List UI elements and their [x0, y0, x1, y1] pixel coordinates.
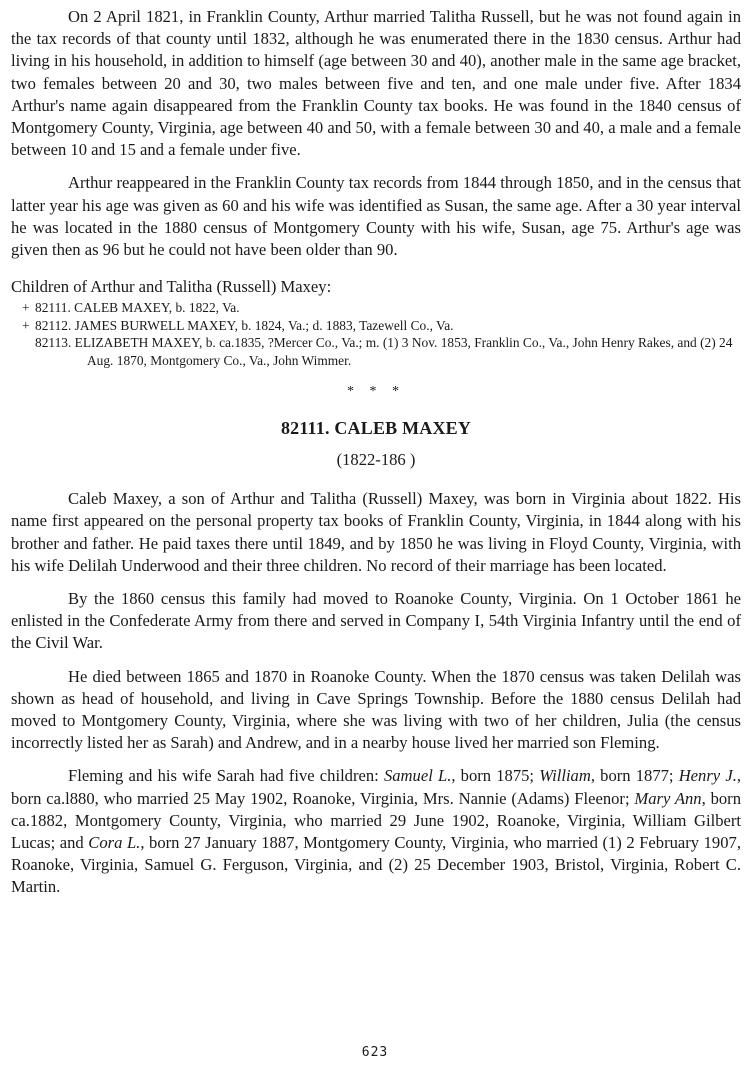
- child-name: William: [539, 766, 591, 786]
- intro-paragraph-2: Arthur reappeared in the Franklin County tax records from 1844 through 1850, and in the census that latter year his age was given as 60 and his wife was identified as Susan, the same age. After a 30 year interval he was located in the 1880 census of Montgomery County with his wife, Susan, age 75. Arthur's age was given then as 96 but he could not have been older than 90.: [11, 173, 741, 260]
- continued-marker: +: [22, 300, 30, 316]
- list-item: [11, 299, 741, 317]
- child-name: Samuel L.: [383, 766, 452, 786]
- section-title: 82111. CALEB MAXEY: [280, 418, 472, 439]
- section-separator: * * *: [347, 384, 405, 400]
- children-heading: Children of Arthur and Talitha (Russell) Maxey:: [11, 277, 332, 297]
- child-entry-text: 82112. JAMES BURWELL MAXEY, b. 1824, Va.; d. 1883, Tazewell Co., Va.: [35, 317, 454, 333]
- list-item: [11, 317, 741, 335]
- paragraph-text: , born ca.l880, who married 25 May 1902, Roanoke, Virginia, Mrs. Nannie (Adams) Fleenor;: [11, 766, 742, 808]
- paragraph-text: Fleming and his wife Sarah had five children:: [68, 766, 384, 786]
- document-page: [11, 6, 741, 910]
- section-dates: (1822-186 ): [336, 450, 416, 470]
- child-name: Mary Ann: [634, 788, 702, 808]
- children-list: [11, 299, 741, 369]
- body-paragraph-1: Caleb Maxey, a son of Arthur and Talitha (Russell) Maxey, was born in Virginia about 1822. His name first appeared on the personal property tax books of Franklin County, Virginia, in 1844 along with his brother and father. He paid taxes there until 1849, and by 1850 he was living in Floyd County, Virginia, with his wife Delilah Underwood and their three children. No record of their marriage has been located.: [11, 489, 741, 575]
- child-entry-text: 82111. CALEB MAXEY, b. 1822, Va.: [35, 300, 240, 316]
- page-number: 623: [361, 1045, 389, 1060]
- paragraph-text: , born 1877;: [590, 766, 679, 786]
- body-paragraph-2: By the 1860 census this family had moved to Roanoke County, Virginia. On 1 October 1861 he enlisted in the Confederate Army from there and served in Company I, 54th Virginia Infantry until the end of the Civil War.: [11, 589, 741, 653]
- body-paragraph-4: [11, 765, 741, 898]
- list-item: [11, 334, 741, 369]
- intro-paragraph-1: On 2 April 1821, in Franklin County, Arthur married Talitha Russell, but he was not found again in the tax records of that county until 1832, although he was enumerated there in the 1830 census. Arthur had living in his household, in addition to himself (age between 30 and 40), another male in the same age bracket, two females between 20 and 30, two males between five and ten, and one male under five. After 1834 Arthur's name again disappeared from the Franklin County tax books. He was found in the 1840 census of Montgomery County, Virginia, age between 40 and 50, with a female between 30 and 40, a male and a female between 10 and 15 and a female under five.: [11, 7, 741, 160]
- continued-marker: +: [22, 317, 30, 333]
- body-paragraph-3: He died between 1865 and 1870 in Roanoke County. When the 1870 census was taken Delilah was shown as head of household, and living in Cave Springs Township. Before the 1880 census Delilah had moved to Montgomery County, Virginia, where she was living with two of her children, Julia (the census incorrectly listed her as Sarah) and Andrew, and in a nearby house lived her married son Fleming.: [11, 666, 741, 753]
- paragraph-text: , born 27 January 1887, Montgomery County, Virginia, who married (1) 2 February 1907, Roanoke, Virginia, Samuel G. Ferguson, Virginia, and (2) 25 December 1903, Bristol, Virginia, Robert C. Martin.: [11, 833, 741, 897]
- paragraph-text: , born ca.1882, Montgomery County, Virginia, who married 29 June 1902, Roanoke, Virginia, William Gilbert Lucas; and: [11, 788, 741, 853]
- paragraph-text: , born 1875;: [451, 766, 540, 786]
- child-name: Henry J.: [678, 766, 737, 786]
- child-name: Cora L.: [88, 833, 141, 853]
- child-entry-text: 82113. ELIZABETH MAXEY, b. ca.1835, ?Mercer Co., Va.; m. (1) 3 Nov. 1853, Franklin Co., Va., John Henry Rakes, and (2) 24 Aug. 1870, Montgomery Co., Va., John Wimmer.: [35, 335, 733, 368]
